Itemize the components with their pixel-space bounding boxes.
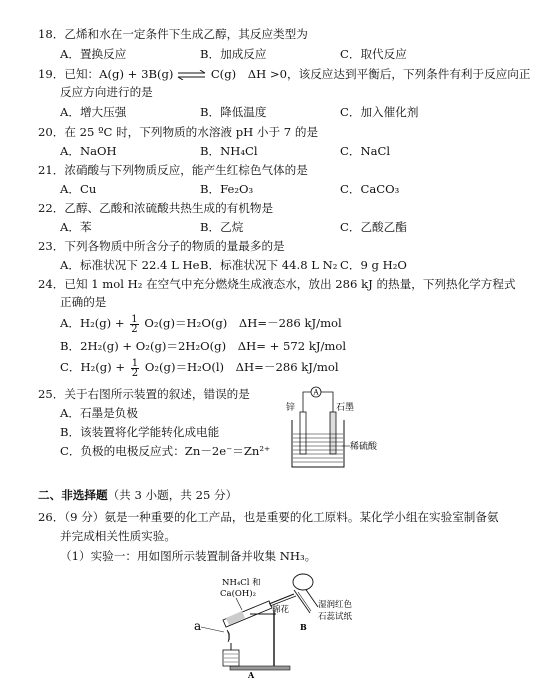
q26-line1: 26．（9 分）氨是一种重要的化工产品，也是重要的化工原料。某化学小组在实验室制备氨 [38,510,499,524]
q18-option-c: C．取代反应 [340,47,407,61]
q19-option-c: C．加入催化剂 [340,105,419,119]
q19-line2: 反应方向进行的是 [60,85,153,99]
q23-option-b: B．标准状况下 44.8 L N₂ [200,258,338,272]
collecting-tube [293,574,318,613]
q25-option-a: A．石墨是负极 [60,406,138,420]
q26-line2: 并完成相关性质实验。 [60,529,176,543]
q19-equation-right: C(g) ΔH >0，该反应达到平衡后，下列条件有利于反应向正 [210,67,531,81]
q18-stem: 18．乙烯和水在一定条件下生成乙醇，其反应类型为 [38,27,308,41]
q24-a-right: O₂(g)＝H₂O(g) ΔH=－286 kJ/mol [144,316,342,330]
q19-equation-left: 已知：A(g) + 3B(g) [64,67,174,81]
cotton-label: 棉花 [272,605,290,615]
q24-option-b: B．2H₂(g) + O₂(g)＝2H₂O(g) ΔH= + 572 kJ/mol [60,339,347,353]
q23-option-c: C．9 g H₂O [340,258,407,272]
fraction-half: $\frac{1}{2}$ [131,313,138,335]
q24-c-left: C．H₂(g) + [60,360,126,374]
litmus-label-2: 石蕊试纸 [318,612,353,622]
q24-option-c [60,356,339,378]
q26-line3: （1）实验一：用如图所示装置制备并收集 NH₃。 [60,549,317,563]
ammeter-label: A [313,388,319,397]
q21-option-a: A．Cu [60,182,97,196]
section-title: 二、非选择题 [38,488,108,502]
q20-option-a: A．NaOH [60,144,117,158]
ammonia-apparatus-figure [190,570,390,680]
q22-option-b: B．乙烷 [200,220,244,234]
q20-option-c: C．NaCl [340,144,391,158]
reagents-label-2: Ca(OH)₂ [220,589,256,599]
litmus-label-1: 湿润红色 [318,600,353,610]
fraction-half: $\frac{1}{2}$ [131,357,139,379]
label-a: a [194,619,202,633]
q24-line2: 正确的是 [60,295,107,309]
q19-number: 19． [38,67,65,81]
section-heading [38,487,237,503]
q23-option-a: A．标准状况下 22.4 L He [60,258,200,272]
q25-option-b: B．该装置将化学能转化成电能 [60,425,220,439]
q24-a-left: A．H₂(g) + [60,316,125,330]
q22-option-c: C．乙酸乙酯 [340,220,407,234]
q19-option-b: B．降低温度 [200,105,267,119]
q25-option-c: C．负极的电极反应式：Zn－2e⁻＝Zn²⁺ [60,444,271,458]
galvanic-cell-figure [284,384,394,472]
q21-option-c: C．CaCO₃ [340,182,400,196]
q21-option-b: B．Fe₂O₃ [200,182,254,196]
dilute-sulfuric-acid-label: 稀硫酸 [350,442,378,452]
reagents-label-1: NH₄Cl 和 [222,578,261,588]
q19-option-a: A．增大压强 [60,105,127,119]
zinc-label: 锌 [286,403,296,413]
q24-line1: 24．已知 1 mol H₂ 在空气中充分燃烧生成液态水，放出 286 kJ 的热量，下列热化学方程式 [38,277,516,291]
q18-option-b: B．加成反应 [200,47,267,61]
label-a-capital: A [248,670,255,680]
q20-stem: 20．在 25 ºC 时，下列物质的水溶液 pH 小于 7 的是 [38,125,319,139]
label-b: B [300,622,307,632]
q25-stem: 25．关于右图所示装置的叙述，错误的是 [38,387,250,401]
zinc-electrode [300,412,306,454]
section-note: （共 3 小题，共 25 分） [107,488,238,502]
q20-option-b: B．NH₄Cl [200,144,258,158]
alcohol-lamp [223,630,239,666]
q18-option-a: A．置换反应 [60,47,127,61]
q22-option-a: A．苯 [60,220,92,234]
equilibrium-arrow-icon [177,70,207,80]
q24-option-a [60,312,342,334]
q21-stem: 21．浓硝酸与下列物质反应，能产生红棕色气体的是 [38,163,308,177]
graphite-label: 石墨 [336,403,355,413]
q19-line1 [38,66,530,82]
q24-c-right: O₂(g)＝H₂O(l) ΔH=－286 kJ/mol [144,360,339,374]
q22-stem: 22．乙醇、乙酸和浓硫酸共热生成的有机物是 [38,201,274,215]
q23-stem: 23．下列各物质中所含分子的物质的量最多的是 [38,239,285,253]
graphite-electrode [330,412,336,454]
